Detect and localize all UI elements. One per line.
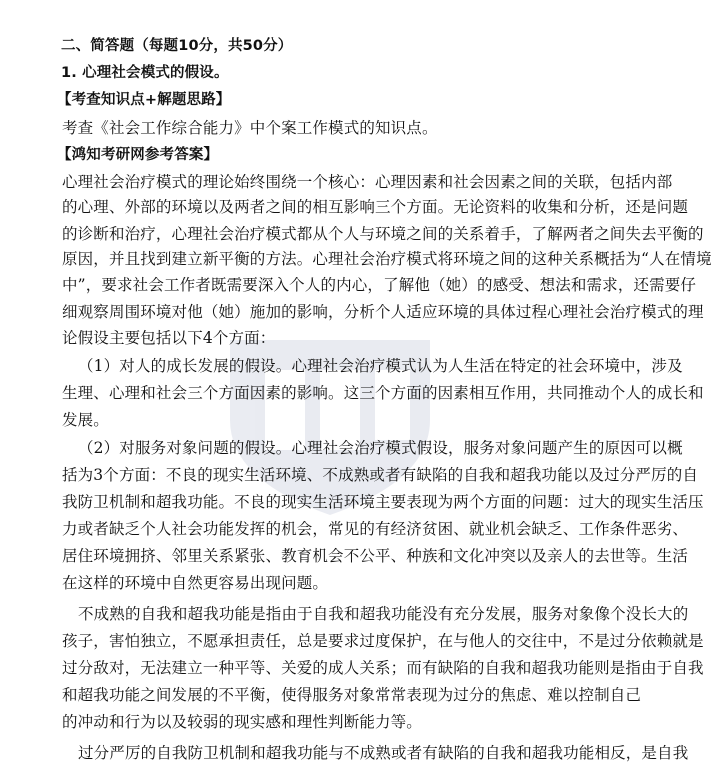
paragraph-1-line: 的心理、外部的环境以及两者之间的相互影响三个方面。无论资料的收集和分析，还是问题 [62, 198, 689, 216]
question-title: 1. 心理社会模式的假设。 [61, 65, 229, 81]
paragraph-1-line: 的诊断和治疗，心理社会治疗模式都从个人与环境之间的关系着手，了解两者之间失去平衡的 [62, 225, 704, 243]
paragraph-4-line: 和超我功能之间发展的不平衡，使得服务对象常常表现为过分的焦虑、难以控制自己 [62, 686, 642, 704]
paragraph-2-line: 生理、心理和社会三个方面因素的影响。这三个方面的因素相互作用，共同推动个人的成长和 [62, 384, 704, 402]
paragraph-1-line: 心理社会治疗模式的理论始终围绕一个核心：心理因素和社会因素之间的关联，包括内部 [62, 173, 673, 191]
paragraph-2-line: （1）对人的成长发展的假设。心理社会治疗模式认为人生活在特定的社会环境中，涉及 [78, 357, 683, 375]
paragraph-1-line: 原因，并且找到建立新平衡的方法。心理社会治疗模式将环境之间的这种关系概括为“人在情境 [62, 250, 712, 268]
knowledge-heading: 【考查知识点+解题思路】 [57, 92, 231, 108]
paragraph-1-line: 中”，要求社会工作者既需要深入个人的内心，了解他（她）的感受、想法和需求，还需要仔 [62, 276, 697, 294]
paragraph-5-line: 过分严厉的自我防卫机制和超我功能与不成熟或者有缺陷的自我和超我功能相反，是自我 [78, 744, 689, 762]
paragraph-3-line: 居住环境拥挤、邻里关系紧张、教育机会不公平、种族和文化冲突以及亲人的去世等。生活 [62, 547, 689, 565]
answer-heading: 【鸿知考研网参考答案】 [57, 147, 219, 163]
paragraph-4-line: 过分敌对，无法建立一种平等、关爱的成人关系；而有缺陷的自我和超我功能则是指由于自我 [62, 659, 704, 677]
paragraph-3-line: 括为3个方面：不良的现实生活环境、不成熟或者有缺陷的自我和超我功能以及过分严厉的自 [62, 466, 699, 484]
paragraph-1-line: 论假设主要包括以下4个方面： [62, 329, 276, 347]
paragraph-4-line: 的冲动和行为以及较弱的现实感和理性判断能力等。 [62, 713, 422, 731]
paragraph-4-line: 孩子，害怕独立，不愿承担责任，总是要求过度保护，在与他人的交往中，不是过分依赖就是 [62, 632, 704, 650]
paragraph-2-line: 发展。 [62, 411, 109, 429]
paragraph-3-line: 我防卫机制和超我功能。不良的现实生活环境主要表现为两个方面的问题：过大的现实生活压 [62, 493, 704, 511]
paragraph-3-line: 在这样的环境中自然更容易出现问题。 [62, 574, 329, 592]
paragraph-4-line: 不成熟的自我和超我功能是指由于自我和超我功能没有充分发展，服务对象像个没长大的 [78, 605, 689, 623]
section-title: 二、简答题（每题10分，共50分） [61, 38, 293, 54]
paragraph-3-line: 力或者缺乏个人社会功能发挥的机会，常见的有经济贫困、就业机会缺乏、工作条件恶劣、 [62, 520, 689, 538]
paragraph-3-line: （2）对服务对象问题的假设。心理社会治疗模式假设，服务对象问题产生的原因可以概 [78, 439, 683, 457]
knowledge-text: 考查《社会工作综合能力》中个案工作模式的知识点。 [62, 119, 438, 137]
paragraph-1-line: 细观察周围环境对他（她）施加的影响，分析个人适应环境的具体过程心理社会治疗模式的理 [62, 303, 704, 321]
